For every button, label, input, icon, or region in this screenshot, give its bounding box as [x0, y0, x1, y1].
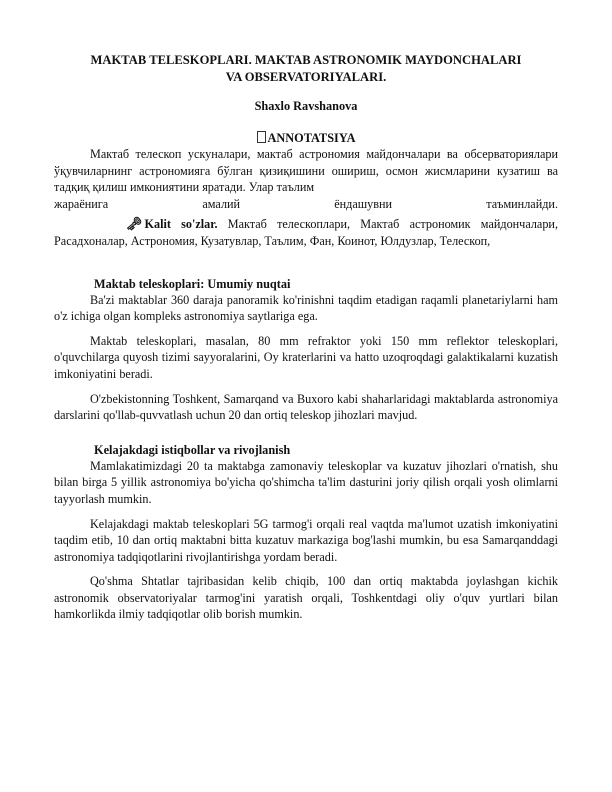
- paper-title-line-2: VA OBSERVATORIYALARI.: [225, 70, 387, 84]
- annotation-heading: [54, 130, 558, 146]
- section1-paragraph-3: O'zbekistonning Toshkent, Samarqand va Buxoro kabi shaharlaridagi maktablarda astronomiya darslarini qo'llab-quvvatlash uchun 20 dan ortiq teleskop jihozlari mavjud.: [54, 391, 558, 423]
- paper-title-line-1: MAKTAB TELESKOPLARI. MAKTAB ASTRONOMIK MAYDONCHALARI: [90, 53, 522, 67]
- author-name: Shaxlo Ravshanova: [254, 99, 358, 113]
- section2-paragraph-2: Kelajakdagi maktab teleskoplari 5G tarmog'i orqali real vaqtda ma'lumot uzatish imkoniyatini taqdim etib, 10 dan ortiq maktabni bitta kuzatuv markaziga bog'lashi mumkin, bu esa Samarqanddagi astronomiya tadqiqotlarini rivojlantirishga yordam beradi.: [54, 516, 558, 564]
- section2-paragraph-1: Mamlakatimizdagi 20 ta maktabga zamonaviy teleskoplar va kuzatuv jihozlari o'rnatish, shu bilan birga 5 yillik astronomiya bo'yicha qo'shimcha ta'lim dasturini joriy qilish orqali yosh olimlarni tayyorlash mumkin.: [54, 458, 558, 506]
- key-icon: 🗝︎: [126, 216, 143, 232]
- section1-paragraph-2: Maktab teleskoplari, masalan, 80 mm refraktor yoki 150 mm reflektor teleskoplari, o'quvchilarga quyosh tizimi sayyoralarini, Oy kraterlarini va hatto uzoqroqdagi galaktikalarni kuzatish imkoniyatini beradi.: [54, 333, 558, 381]
- annotation-text-last-line: жараёнига амалий ёндашувни таъминлайди.: [54, 196, 558, 211]
- section1-paragraph-1: Ba'zi maktablar 360 daraja panoramik ko'rinishni taqdim etadigan raqamli planetariylarni ham o'z ichiga olgan kompleks astronomiya saytlariga ega.: [54, 292, 558, 324]
- keywords-text: Мактаб телескоплари, Мактаб астрономик майдончалари, Расадхоналар, Астрономия, Кузатувлар, Таълим, Фан, Коинот, Юлдузлар, Телескоп,: [54, 217, 558, 248]
- missing-glyph-icon: [257, 131, 266, 143]
- section-heading-overview: Maktab teleskoplari: Umumiy nuqtai: [94, 276, 291, 291]
- annotation-heading-text: ANNOTATSIYA: [267, 131, 356, 145]
- keywords-paragraph: [54, 216, 558, 249]
- keywords-label: Kalit so'zlar.: [144, 217, 218, 232]
- section-heading-prospects: Kelajakdagi istiqbollar va rivojlanish: [94, 442, 291, 457]
- annotation-text: Мактаб телескоп ускуналари, мактаб астрономия майдончалари ва обсерваториялари ўқувчиларнинг астрономияга бўлган қизиқишини ошириш, осмон жисмларини кузатиш ва тадқиқ қилиш имкониятини яратади. Улар таълим: [54, 147, 558, 195]
- document-page: [54, 52, 558, 623]
- section2-paragraph-3: Qo'shma Shtatlar tajribasidan kelib chiqib, 100 dan ortiq maktabda joylashgan kichik astronomik observatoriyalar tarmog'ini yaratish orqali, Toshkentdagi oliy o'quv yurtlari bilan hamkorlikda ilmiy tadqiqotlar olib borish mumkin.: [54, 574, 558, 622]
